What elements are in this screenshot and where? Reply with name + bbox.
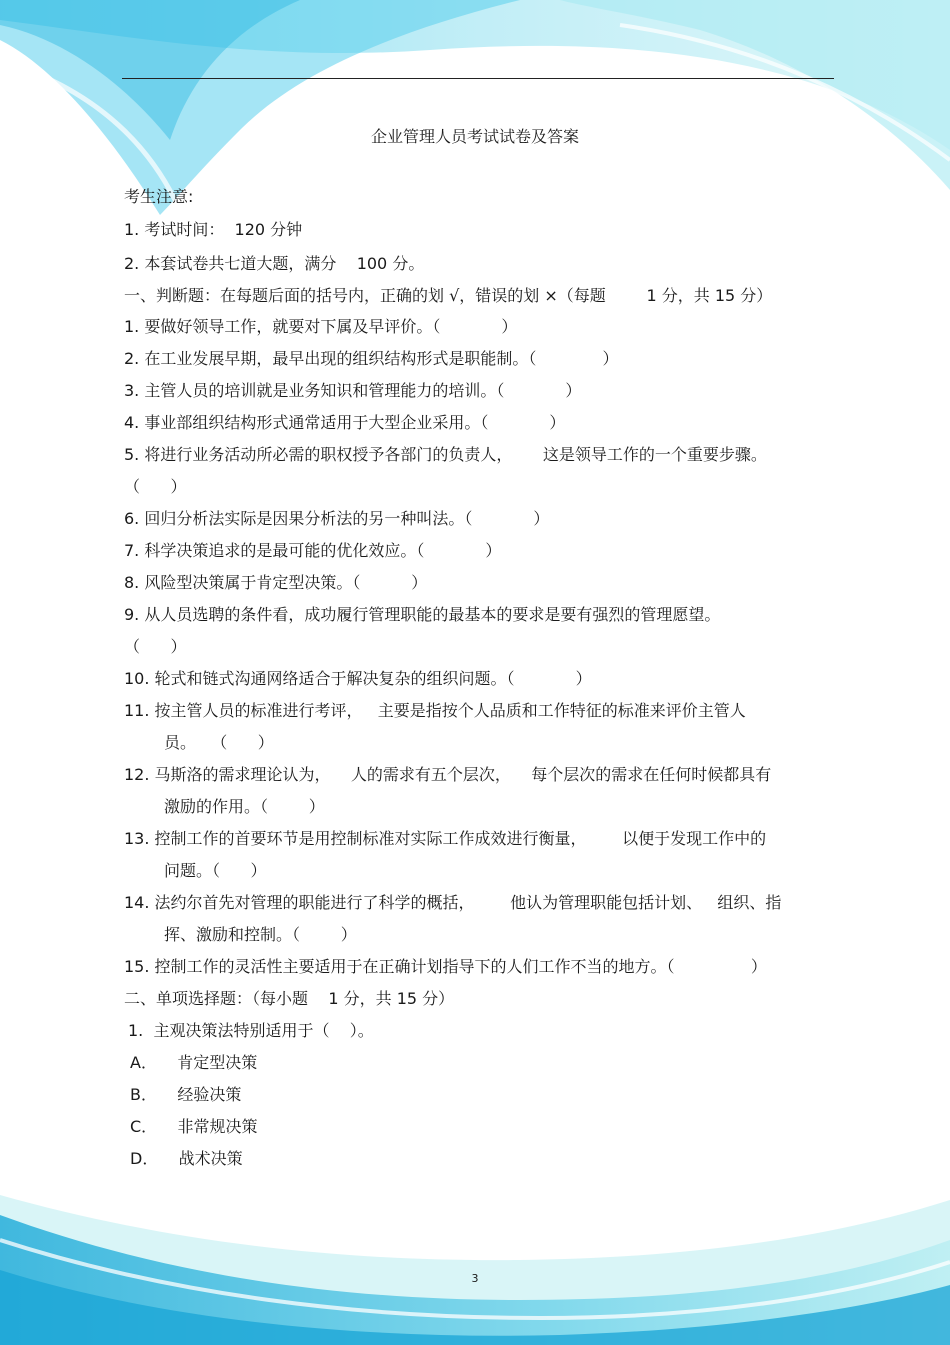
page-number: 3	[471, 1272, 479, 1285]
choice-option: B． 经验决策	[130, 1085, 242, 1104]
judge-question: 15. 控制工作的灵活性主要适用于在正确计划指导下的人们工作不当的地方。（ ）	[124, 957, 767, 976]
judge-question: 8. 风险型决策属于肯定型决策。（ ）	[124, 573, 428, 592]
page-title: 企业管理人员考试试卷及答案	[370, 127, 579, 146]
judge-question: 14. 法约尔首先对管理的职能进行了科学的概括， 他认为管理职能包括计划、 组织、指	[124, 893, 782, 912]
judge-question-continuation: 挥、激励和控制。（ ）	[164, 925, 357, 944]
judge-question: 4. 事业部组织结构形式通常适用于大型企业采用。（ ）	[124, 413, 566, 432]
judge-question: 10. 轮式和链式沟通网络适合于解决复杂的组织问题。（ ）	[124, 669, 592, 688]
choice-question: 1. 主观决策法特别适用于（ ）。	[128, 1021, 374, 1040]
judge-question-continuation: 问题。（ ）	[164, 861, 267, 880]
judge-question: 13. 控制工作的首要环节是用控制标准对实际工作成效进行衡量， 以便于发现工作中的	[124, 829, 767, 848]
judge-question: 9. 从人员选聘的条件看，成功履行管理职能的最基本的要求是要有强烈的管理愿望。	[124, 605, 721, 624]
judge-question: 6. 回归分析法实际是因果分析法的另一种叫法。（ ）	[124, 509, 550, 528]
choice-option: C． 非常规决策	[130, 1117, 258, 1136]
judge-question: 11. 按主管人员的标准进行考评， 主要是指按个人品质和工作特征的标准来评价主管人	[124, 701, 746, 720]
header-rule	[122, 78, 834, 79]
judge-question-continuation: 员。 （ ）	[164, 733, 274, 752]
judge-question: 7. 科学决策追求的是最可能的优化效应。（ ）	[124, 541, 502, 560]
judge-question: 2. 在工业发展早期，最早出现的组织结构形式是职能制。（ ）	[124, 349, 619, 368]
judge-question-continuation: （ ）	[124, 637, 187, 656]
choice-option: D． 战术决策	[130, 1149, 243, 1168]
section-heading: 二、单项选择题：（每小题 1 分，共 15 分）	[124, 989, 455, 1008]
judge-question: 5. 将进行业务活动所必需的职权授予各部门的负责人， 这是领导工作的一个重要步骤。	[124, 445, 767, 464]
notice-item: 1. 考试时间： 120 分钟	[124, 220, 303, 239]
section-heading: 一、判断题：在每题后面的括号内，正确的划 √，错误的划 ×（每题 1 分，共 15 分）	[124, 286, 773, 305]
judge-question-continuation: 激励的作用。（ ）	[164, 797, 325, 816]
judge-question-continuation: （ ）	[124, 477, 187, 496]
judge-question: 1. 要做好领导工作，就要对下属及早评价。（ ）	[124, 317, 518, 336]
judge-question: 3. 主管人员的培训就是业务知识和管理能力的培训。（ ）	[124, 381, 582, 400]
notice-item: 2. 本套试卷共七道大题，满分 100 分。	[124, 254, 425, 273]
judge-question: 12. 马斯洛的需求理论认为， 人的需求有五个层次， 每个层次的需求在任何时候都具有	[124, 765, 772, 784]
choice-option: A． 肯定型决策	[130, 1053, 258, 1072]
notice-heading: 考生注意:	[124, 187, 194, 206]
